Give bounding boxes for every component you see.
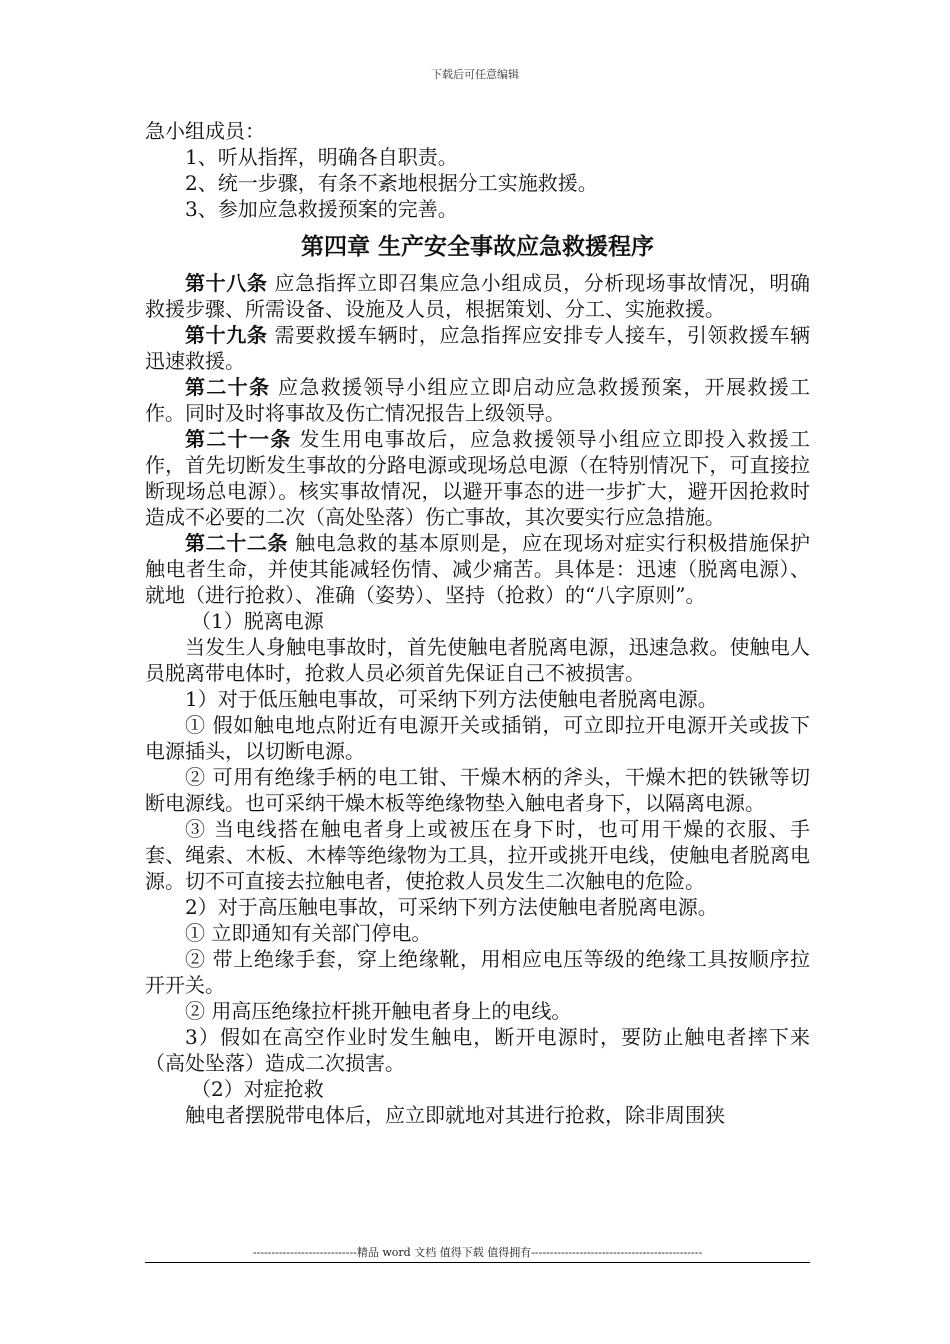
article-21 <box>145 426 810 530</box>
article-text: 应急指挥立即召集应急小组成员，分析现场事故情况，明确救援步骤、所需设备、设施及人员，根据策划、分工、实施救援。 <box>145 271 811 321</box>
article-text: 应急救援领导小组应立即启动应急救援预案，开展救援工作。同时及时将事故及伤亡情况报告上级领导。 <box>145 375 811 425</box>
list-item: ③ 当电线搭在触电者身上或被压在身下时，也可用干燥的衣服、手套、绳索、木板、木棒等绝缘物为工具，拉开或挑开电线，使触电者脱离电源。切不可直接去拉触电者，使抢救人员发生二次触电的危险。 <box>145 817 810 893</box>
paragraph: 2）对于高压触电事故，可采纳下列方法使触电者脱离电源。 <box>185 895 718 919</box>
article-label: 第二十条 <box>185 375 271 399</box>
paragraph: 急小组成员： <box>145 119 265 143</box>
article-text: 需要救援车辆时，应急指挥应安排专人接车，引领救援车辆迅速救援。 <box>145 323 811 373</box>
paragraph: 1）对于低压触电事故，可采纳下列方法使触电者脱离电源。 <box>185 687 718 711</box>
paragraph: 当发生人身触电事故时，首先使触电者脱离电源，迅速急救。使触电人员脱离带电体时，抢救人员必须首先保证自己不被损害。 <box>145 635 810 685</box>
section-title: （1）脱离电源 <box>191 609 324 633</box>
list-item: ② 可用有绝缘手柄的电工钳、干燥木柄的斧头，干燥木把的铁锹等切断电源线。也可采纳干燥木板等绝缘物垫入触电者身下，以隔离电源。 <box>145 765 810 815</box>
list-item: 2、统一步骤，有条不紊地根据分工实施救援。 <box>185 171 598 195</box>
footer-note: ----------------------------精品 word 文档 值得下载 值得拥有---------------------------------------------- <box>252 1246 703 1259</box>
list-item: ② 带上绝缘手套，穿上绝缘靴，用相应电压等级的绝缘工具按顺序拉开开关。 <box>145 947 810 997</box>
article-label: 第二十二条 <box>185 531 289 555</box>
paragraph: 3）假如在高空作业时发生触电，断开电源时，要防止触电者摔下来（高处坠落）造成二次损害。 <box>145 1025 810 1075</box>
article-22 <box>145 530 810 608</box>
article-text: 发生用电事故后，应急救援领导小组应立即投入救援工作，首先切断发生事故的分路电源或现场总电源（在特别情况下，可直接拉断现场总电源）。核实事故情况，以避开事态的进一步扩大，避开因抢救时造成不必要的二次（高处坠落）伤亡事故，其次要实行应急措施。 <box>145 427 811 529</box>
list-item: ① 立即通知有关部门停电。 <box>185 921 432 945</box>
paragraph: 触电者摆脱带电体后，应立即就地对其进行抢救，除非周围狭 <box>185 1103 725 1127</box>
article-label: 第二十一条 <box>185 427 292 451</box>
article-label: 第十八条 <box>185 271 268 295</box>
list-item: 1、听从指挥，明确各自职责。 <box>185 145 458 169</box>
article-text: 触电急救的基本原则是，应在现场对症实行积极措施保护触电者生命，并使其能减轻伤情、减少痛苦。具体是：迅速（脱离电源）、就地（进行抢救）、准确（姿势）、坚持（抢救）的“八字原则”。 <box>145 531 811 607</box>
article-19 <box>145 322 810 374</box>
document-body <box>145 118 810 1128</box>
article-18 <box>145 270 810 322</box>
article-label: 第十九条 <box>185 323 268 347</box>
list-item: ② 用高压绝缘拉杆挑开触电者身上的电线。 <box>185 999 572 1023</box>
list-item: 3、参加应急救援预案的完善。 <box>185 197 458 221</box>
article-20 <box>145 374 810 426</box>
header-note: 下载后可任意编辑 <box>431 68 519 81</box>
section-title: （2）对症抢救 <box>191 1077 324 1101</box>
list-item: ① 假如触电地点附近有电源开关或插销，可立即拉开电源开关或拔下电源插头，以切断电源。 <box>145 713 810 763</box>
footer-divider <box>145 1262 810 1263</box>
chapter-title: 第四章 生产安全事故应急救援程序 <box>300 233 654 260</box>
